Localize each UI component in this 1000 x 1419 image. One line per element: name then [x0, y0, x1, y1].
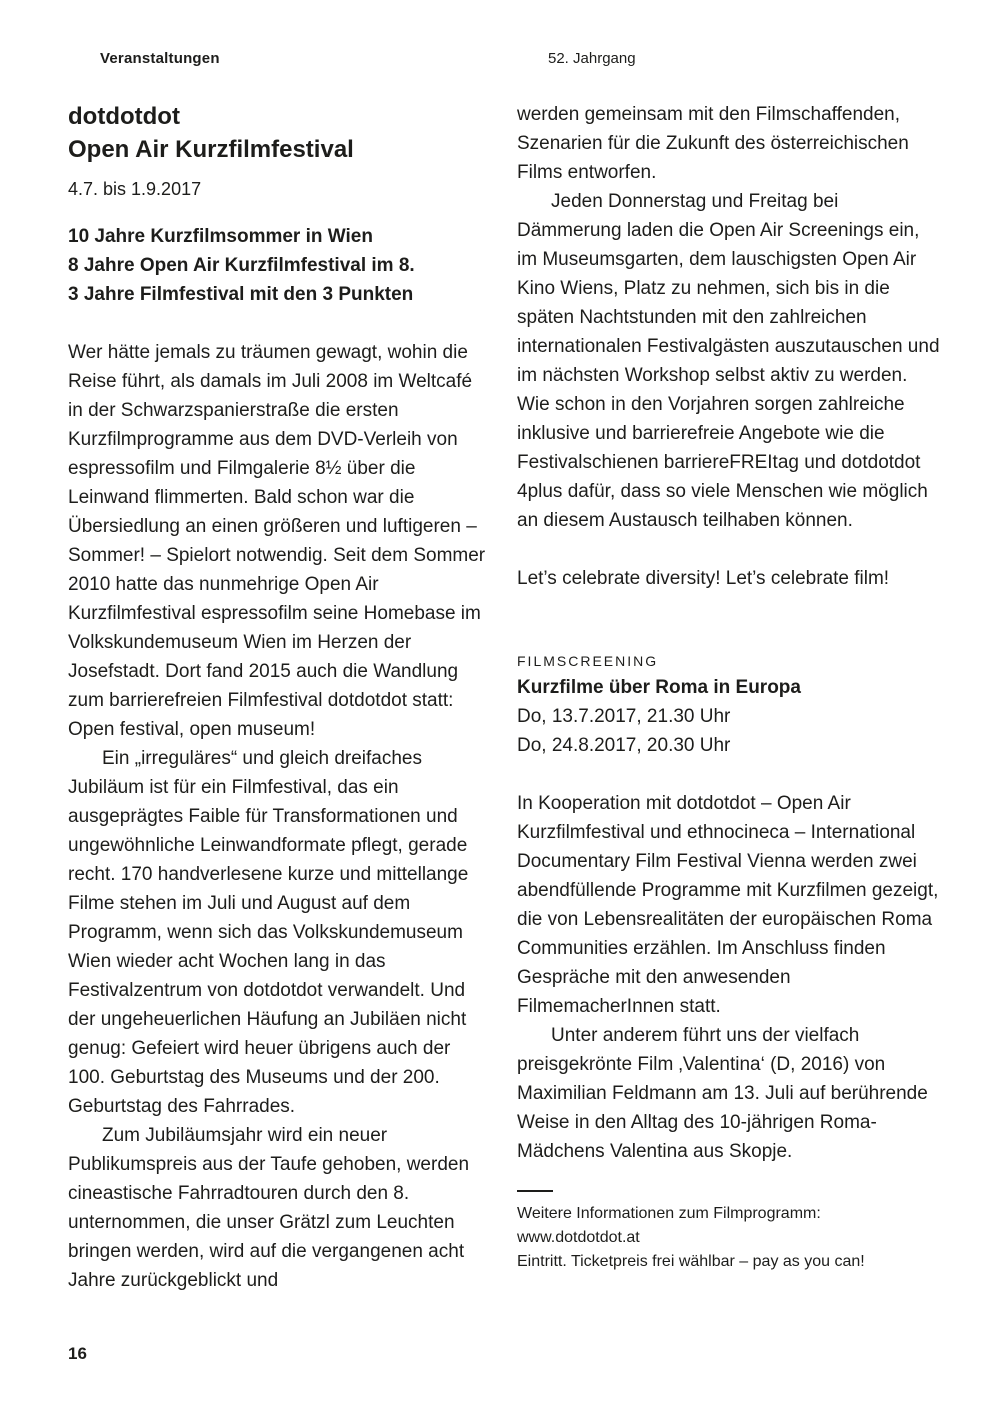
subhead-line: 10 Jahre Kurzfilmsommer in Wien [68, 226, 373, 247]
filmscreening-label: FILMSCREENING [517, 653, 659, 669]
article-title-line2: Open Air Kurzfilmfestival [68, 136, 354, 163]
filmscreening-date: Do, 13.7.2017, 21.30 Uhr [517, 706, 731, 727]
right-column [517, 100, 940, 1295]
body-paragraph: Zum Jubiläumsjahr wird ein neuer Publikumspreis aus der Taufe gehoben, werden cineastische Fahrradtouren durch den 8. unternommen, die unser Grätzl zum Leuchten bringen werden, wird auf die vergangenen acht Jahre zurückgeblickt und [68, 1125, 470, 1291]
body-paragraph: Ein „irreguläres“ und gleich dreifaches Jubiläum ist für ein Filmfestival, das ein ausgeprägtes Faible für Transformationen und ungewöhnliche Leinwandformate pflegt, gerade recht. 170 handverlesene kurze und mittellange Filme stehen im Juli und August auf dem Programm, wenn sich das Volkskundemuseum Wien wieder acht Wochen lang in das Festivalzentrum von dotdotdot verwandelt. Und der ungeheuerlichen Häufung an Jubiläen nicht genug: Gefeiert wird heuer übrigens auch der 100. Geburtstag des Museums und der 200. Geburtstag des Fahrrades. [68, 748, 469, 1117]
body-paragraph: In Kooperation mit dotdotdot – Open Air Kurzfilmfestival und ethnocineca – International Documentary Film Festival Vienna werden zwei abendfüllende Programme mit Kurzfilmen gezeigt, die von Lebensrealitäten der europäischen Roma Communities erzählen. Im Anschluss finden Gespräche mit den anwesenden FilmemacherInnen statt. [517, 793, 939, 1017]
left-column [68, 100, 491, 1295]
running-head-section: Veranstaltungen [100, 50, 220, 67]
running-head-volume: 52. Jahrgang [548, 50, 636, 67]
body-paragraph: Wer hätte jemals zu träumen gewagt, wohin die Reise führt, als damals im Juli 2008 im Weltcafé in der Schwarzspanierstraße die ersten Kurzfilmprogramme aus dem DVD-Verleih von espressofilm und Filmgalerie 8½ über die Leinwand flimmerten. Bald schon war die Übersiedlung an einen größeren und luftigeren – Sommer! – Spielort notwendig. Seit dem Sommer 2010 hatte das nunmehrige Open Air Kurzfilmfestival espressofilm seine Homebase im Volkskundemuseum Wien im Herzen der Josefstadt. Dort fand 2015 auch die Wandlung zum barrierefreien Filmfestival dotdotdot statt: Open festival, open museum! [68, 342, 486, 740]
page-number: 16 [68, 1344, 87, 1363]
body-paragraph: werden gemeinsam mit den Filmschaffenden, Szenarien für die Zukunft des österreichischen Films entworfen. [517, 104, 909, 183]
filmscreening-date: Do, 24.8.2017, 20.30 Uhr [517, 735, 731, 756]
footnote-line: Eintritt. Ticketpreis frei wählbar – pay as you can! [517, 1253, 865, 1270]
article-subhead [68, 222, 491, 309]
body-paragraph: Unter anderem führt uns der vielfach preisgekrönte Film ‚Valentina‘ (D, 2016) von Maximilian Feldmann am 13. Juli auf berührende Weise in den Alltag des 10-jährigen Roma-Mädchens Valentina aus Skopje. [517, 1025, 928, 1162]
footnote-line: Weitere Informationen zum Filmprogramm: [517, 1205, 821, 1222]
two-column-layout [68, 100, 940, 1295]
footnote-website: www.dotdotdot.at [517, 1229, 640, 1246]
festival-date-range: 4.7. bis 1.9.2017 [68, 179, 202, 199]
subhead-line: 3 Jahre Filmfestival mit den 3 Punkten [68, 284, 414, 305]
footnote-divider [517, 1190, 553, 1192]
article-title [68, 100, 491, 166]
body-paragraph: Jeden Donnerstag und Freitag bei Dämmerung laden die Open Air Screenings ein, im Museumsgarten, dem lauschigsten Open Air Kino Wiens, Platz zu nehmen, sich bis in die späten Nachtstunden mit den zahlreichen internationalen Festivalgästen auszutauschen und im nächsten Workshop selbst aktiv zu werden. Wie schon in den Vorjahren sorgen zahlreiche inklusive und barrierefreie Angebote wie die Festivalschienen barriereFREItag und dotdotdot 4plus dafür, dass so viele Menschen wie möglich an diesem Austausch teilhaben können. [517, 191, 940, 531]
filmscreening-title: Kurzfilme über Roma in Europa [517, 677, 801, 698]
celebrate-slogan: Let’s celebrate diversity! Let’s celebrate film! [517, 568, 890, 589]
article-title-line1: dotdotdot [68, 103, 180, 130]
filmscreening-block [517, 651, 940, 1274]
subhead-line: 8 Jahre Open Air Kurzfilmfestival im 8. [68, 255, 415, 276]
